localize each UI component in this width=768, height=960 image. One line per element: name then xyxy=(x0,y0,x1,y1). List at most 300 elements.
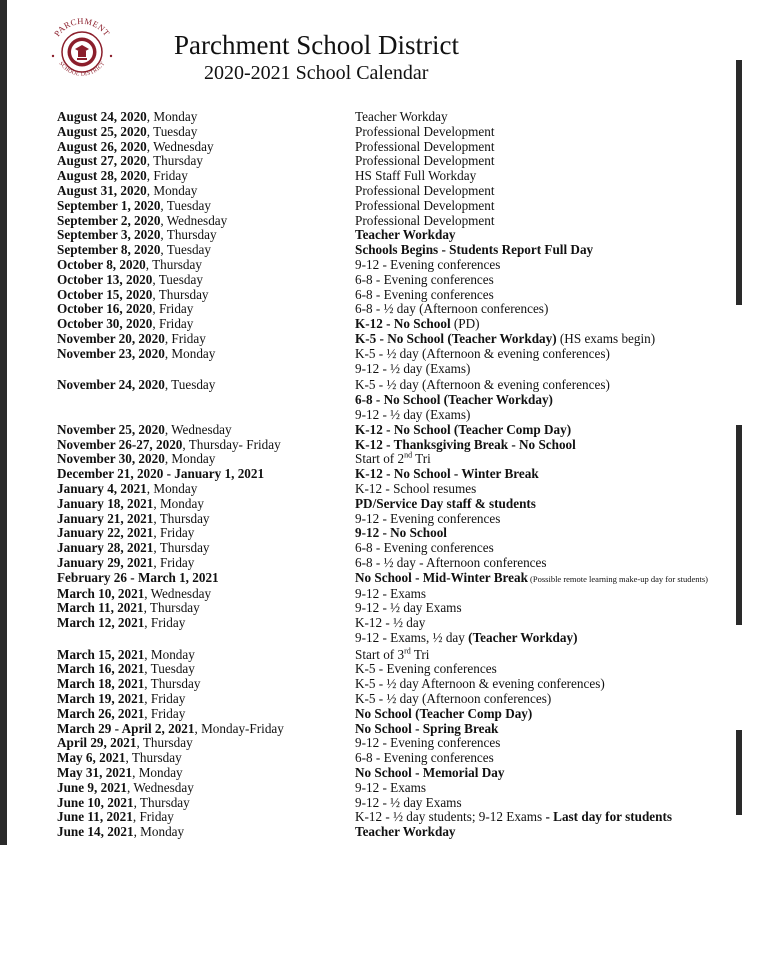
event-text: Tri xyxy=(410,646,430,662)
event-description xyxy=(355,199,747,214)
event-date-main: April 29, 2021 xyxy=(57,735,137,751)
event-date-main: December 21, 2020 - January 1, 2021 xyxy=(57,466,265,482)
event-weekday: , Thursday xyxy=(145,256,202,272)
event-date-main: March 26, 2021 xyxy=(57,705,145,721)
event-date xyxy=(57,169,355,184)
event-line xyxy=(355,662,747,677)
event-description xyxy=(355,707,747,722)
event-text: K-5 - ½ day Afternoon & evening conferences) xyxy=(355,676,605,692)
event-line xyxy=(355,512,747,527)
event-text: Teacher Workday xyxy=(355,227,456,243)
event-description xyxy=(355,556,747,571)
event-description xyxy=(355,169,747,184)
event-line xyxy=(355,228,747,243)
event-text: 9-12 - ½ day Exams xyxy=(355,600,462,616)
calendar-row xyxy=(57,110,747,125)
event-text: - Last day for students xyxy=(545,809,672,825)
event-description xyxy=(355,601,747,616)
event-text: 9-12 - ½ day Exams xyxy=(355,794,462,810)
event-date xyxy=(57,452,355,467)
event-weekday: , Friday xyxy=(152,316,194,332)
event-weekday: , Thursday- Friday xyxy=(182,436,281,452)
event-date-main: October 13, 2020 xyxy=(57,271,153,287)
event-date-main: August 25, 2020 xyxy=(57,123,147,139)
event-description xyxy=(355,228,747,243)
event-weekday: , Monday xyxy=(164,451,216,467)
calendar-row xyxy=(57,571,747,587)
calendar-row xyxy=(57,692,747,707)
event-date-main: June 10, 2021 xyxy=(57,794,134,810)
event-text: 6-8 - Evening conferences xyxy=(355,750,494,766)
calendar-row xyxy=(57,616,747,646)
event-weekday: , Monday xyxy=(146,109,198,124)
calendar-row xyxy=(57,781,747,796)
event-weekday: , Monday xyxy=(146,480,198,496)
event-date xyxy=(57,616,355,646)
event-weekday: , Tuesday xyxy=(160,242,211,258)
event-description xyxy=(355,243,747,258)
event-date xyxy=(57,692,355,707)
event-line xyxy=(355,273,747,288)
event-line xyxy=(355,258,747,273)
event-date-main: March 10, 2021 xyxy=(57,585,145,601)
event-line xyxy=(355,587,747,602)
event-line xyxy=(355,722,747,737)
event-date-main: May 31, 2021 xyxy=(57,765,133,781)
event-description xyxy=(355,751,747,766)
event-description xyxy=(355,273,747,288)
calendar-row xyxy=(57,199,747,214)
event-date xyxy=(57,438,355,453)
calendar-row xyxy=(57,347,747,377)
event-description xyxy=(355,512,747,527)
event-description xyxy=(355,796,747,811)
calendar-row xyxy=(57,154,747,169)
calendar-row xyxy=(57,243,747,258)
event-date-main: March 12, 2021 xyxy=(57,615,145,631)
event-date xyxy=(57,766,355,781)
event-date-main: January 18, 2021 xyxy=(57,495,154,511)
event-description xyxy=(355,110,747,125)
event-date-main: May 6, 2021 xyxy=(57,750,126,766)
page-subtitle: 2020-2021 School Calendar xyxy=(204,62,429,84)
event-date-main: March 19, 2021 xyxy=(57,691,145,707)
event-date-main: January 22, 2021 xyxy=(57,525,154,541)
event-date xyxy=(57,288,355,303)
event-weekday: , Friday xyxy=(132,809,174,825)
event-description xyxy=(355,332,747,347)
event-weekday: , Monday-Friday xyxy=(194,720,284,736)
event-description xyxy=(355,616,747,646)
event-line xyxy=(355,378,747,393)
event-text: Teacher Workday xyxy=(355,109,448,124)
event-description xyxy=(355,467,747,482)
event-date-main: February 26 - March 1, 2021 xyxy=(57,569,219,585)
event-date xyxy=(57,302,355,317)
event-line xyxy=(355,393,747,408)
event-date-main: October 30, 2020 xyxy=(57,316,153,332)
event-line xyxy=(355,810,747,825)
event-text: 6-8 - ½ day (Afternoon conferences) xyxy=(355,301,549,317)
event-text: K-5 - ½ day (Afternoon & evening conferences) xyxy=(355,377,610,393)
calendar-row xyxy=(57,214,747,229)
event-date-main: August 31, 2020 xyxy=(57,182,147,198)
calendar-row xyxy=(57,512,747,527)
event-text: 6-8 - No School (Teacher Workday) xyxy=(355,392,553,408)
event-weekday: , Tuesday xyxy=(164,377,216,393)
calendar-row xyxy=(57,796,747,811)
event-weekday: , Wednesday xyxy=(146,138,214,154)
calendar-row xyxy=(57,184,747,199)
event-text: Start of 3 xyxy=(355,646,405,662)
calendar-row xyxy=(57,258,747,273)
event-text: 9-12 - Exams, ½ day xyxy=(355,629,469,645)
event-text: nd xyxy=(404,450,413,460)
event-weekday: , Friday xyxy=(152,301,194,317)
event-date-main: August 24, 2020 xyxy=(57,109,147,124)
event-description xyxy=(355,810,747,825)
event-date-main: November 23, 2020 xyxy=(57,345,165,361)
event-line xyxy=(355,766,747,781)
event-line xyxy=(355,571,747,587)
calendar-row xyxy=(57,556,747,571)
event-text: Schools Begins - Students Report Full Day xyxy=(355,242,594,258)
event-line xyxy=(355,408,747,423)
event-text: 9-12 - Exams xyxy=(355,779,427,795)
event-date xyxy=(57,482,355,497)
event-date xyxy=(57,512,355,527)
event-line xyxy=(355,317,747,332)
event-date xyxy=(57,214,355,229)
event-description xyxy=(355,541,747,556)
event-date xyxy=(57,556,355,571)
event-text: 6-8 - Evening conferences xyxy=(355,286,494,302)
event-weekday: , Friday xyxy=(144,705,186,721)
event-weekday: , Thursday xyxy=(153,540,210,556)
event-line xyxy=(355,467,747,482)
event-date xyxy=(57,125,355,140)
event-weekday: , Thursday xyxy=(160,227,217,243)
event-line xyxy=(355,497,747,512)
event-line xyxy=(355,781,747,796)
event-weekday: , Tuesday xyxy=(144,661,195,677)
event-description xyxy=(355,781,747,796)
event-description xyxy=(355,722,747,737)
event-date xyxy=(57,423,355,438)
event-line xyxy=(355,825,747,840)
event-text: No School - Mid-Winter Break xyxy=(355,569,528,585)
event-text: 9-12 - ½ day (Exams) xyxy=(355,406,471,422)
event-date xyxy=(57,677,355,692)
event-line xyxy=(355,362,747,377)
event-text: K-12 - No School - Winter Break xyxy=(355,466,539,482)
event-text: Teacher Workday xyxy=(355,824,456,840)
event-text: 9-12 - Evening conferences xyxy=(355,735,501,751)
event-date-main: August 28, 2020 xyxy=(57,168,147,184)
event-text: No School (Teacher Comp Day) xyxy=(355,705,533,721)
event-date-main: November 24, 2020 xyxy=(57,377,165,393)
event-text: K-5 - ½ day (Afternoon & evening conferences) xyxy=(355,345,610,361)
event-weekday: , Monday xyxy=(153,495,204,511)
event-description xyxy=(355,302,747,317)
event-description xyxy=(355,378,747,422)
event-description xyxy=(355,825,747,840)
event-weekday: , Monday xyxy=(164,345,216,361)
event-description xyxy=(355,288,747,303)
event-date xyxy=(57,796,355,811)
calendar-row xyxy=(57,482,747,497)
event-text: Professional Development xyxy=(355,138,495,154)
event-line xyxy=(355,526,747,541)
event-date xyxy=(57,347,355,377)
event-weekday: , Tuesday xyxy=(152,271,203,287)
event-line xyxy=(355,423,747,438)
event-line xyxy=(355,332,747,347)
event-line xyxy=(355,199,747,214)
event-text: Professional Development xyxy=(355,123,495,139)
event-text: 6-8 - Evening conferences xyxy=(355,271,494,287)
event-line xyxy=(355,482,747,497)
event-weekday: , Monday xyxy=(132,765,183,781)
district-seal-logo xyxy=(44,12,120,88)
event-line xyxy=(355,692,747,707)
event-date-main: October 16, 2020 xyxy=(57,301,153,317)
event-weekday: , Thursday xyxy=(136,735,193,751)
calendar-row xyxy=(57,677,747,692)
event-line xyxy=(355,677,747,692)
event-weekday: , Tuesday xyxy=(146,123,198,139)
event-description xyxy=(355,184,747,199)
event-text: 9-12 - Exams xyxy=(355,585,427,601)
event-description xyxy=(355,571,747,587)
event-text: (Teacher Workday) xyxy=(468,629,578,645)
event-line xyxy=(355,556,747,571)
event-date-main: March 29 - April 2, 2021 xyxy=(57,720,195,736)
calendar-row xyxy=(57,467,747,482)
event-date xyxy=(57,751,355,766)
event-date xyxy=(57,199,355,214)
calendar-row xyxy=(57,736,747,751)
event-text: Professional Development xyxy=(355,153,495,169)
event-line xyxy=(355,184,747,199)
calendar-row xyxy=(57,587,747,602)
event-text: 9-12 - ½ day (Exams) xyxy=(355,360,471,376)
event-text: (HS exams begin) xyxy=(556,330,656,346)
event-date xyxy=(57,810,355,825)
event-text: 9-12 - Evening conferences xyxy=(355,256,501,272)
event-text: K-12 - Thanksgiving Break - No School xyxy=(355,436,576,452)
event-date-main: January 21, 2021 xyxy=(57,510,154,526)
event-text: K-5 - No School (Teacher Workday) xyxy=(355,330,557,346)
event-date xyxy=(57,332,355,347)
event-line xyxy=(355,243,747,258)
event-text: No School - Memorial Day xyxy=(355,765,505,781)
event-date-main: September 2, 2020 xyxy=(57,212,161,228)
event-weekday: , Friday xyxy=(164,330,206,346)
event-description xyxy=(355,692,747,707)
event-date xyxy=(57,258,355,273)
calendar-row xyxy=(57,378,747,422)
page-title: Parchment School District xyxy=(174,30,459,60)
event-date-main: October 15, 2020 xyxy=(57,286,153,302)
calendar-row xyxy=(57,707,747,722)
event-weekday: , Wednesday xyxy=(160,212,228,228)
event-date xyxy=(57,140,355,155)
event-line xyxy=(355,452,747,467)
calendar-row xyxy=(57,332,747,347)
event-weekday: , Tuesday xyxy=(160,197,211,213)
calendar-row xyxy=(57,125,747,140)
event-date xyxy=(57,587,355,602)
event-date xyxy=(57,601,355,616)
event-date xyxy=(57,317,355,332)
event-line xyxy=(355,601,747,616)
event-text: K-5 - Evening conferences xyxy=(355,661,497,677)
event-date-main: September 8, 2020 xyxy=(57,242,161,258)
event-line xyxy=(355,125,747,140)
event-weekday: , Thursday xyxy=(153,510,210,526)
event-date-main: November 20, 2020 xyxy=(57,330,165,346)
calendar-row xyxy=(57,662,747,677)
event-text: rd xyxy=(404,646,411,656)
event-description xyxy=(355,214,747,229)
event-description xyxy=(355,154,747,169)
logo-text-bottom: SCHOOL DISTRICT xyxy=(57,60,107,78)
event-text: Start of 2 xyxy=(355,451,405,467)
event-description xyxy=(355,766,747,781)
event-weekday: , Thursday xyxy=(152,286,209,302)
event-weekday: , Wednesday xyxy=(126,779,194,795)
event-text: 9-12 - Evening conferences xyxy=(355,510,501,526)
event-date-main: September 3, 2020 xyxy=(57,227,161,243)
event-text: Tri xyxy=(412,451,431,467)
event-text: (Possible remote learning make-up day for students) xyxy=(527,573,709,584)
event-text: No School - Spring Break xyxy=(355,720,499,736)
left-scan-border xyxy=(0,0,7,845)
event-description xyxy=(355,347,747,377)
event-date xyxy=(57,571,355,587)
event-weekday: , Thursday xyxy=(144,676,201,692)
calendar-row xyxy=(57,825,747,840)
event-date-main: January 29, 2021 xyxy=(57,554,154,570)
event-text: Professional Development xyxy=(355,197,495,213)
calendar-row xyxy=(57,302,747,317)
calendar-row xyxy=(57,601,747,616)
event-line xyxy=(355,302,747,317)
svg-text:PARCHMENT xyxy=(52,16,112,38)
event-description xyxy=(355,423,747,438)
event-text: HS Staff Full Workday xyxy=(355,168,477,184)
calendar-row xyxy=(57,497,747,512)
event-date xyxy=(57,467,355,482)
calendar-row xyxy=(57,751,747,766)
event-weekday: , Thursday xyxy=(133,794,190,810)
event-text: 9-12 - No School xyxy=(355,525,447,541)
event-date-main: November 25, 2020 xyxy=(57,421,165,437)
event-weekday: , Friday xyxy=(144,691,186,707)
event-line xyxy=(355,169,747,184)
calendar-row xyxy=(57,317,747,332)
event-text: (PD) xyxy=(450,316,480,332)
event-date xyxy=(57,648,355,663)
event-text: Professional Development xyxy=(355,182,495,198)
event-description xyxy=(355,677,747,692)
event-line xyxy=(355,140,747,155)
calendar-row xyxy=(57,228,747,243)
event-line xyxy=(355,214,747,229)
calendar-row xyxy=(57,452,747,467)
event-date-main: January 28, 2021 xyxy=(57,540,154,556)
event-weekday: , Thursday xyxy=(125,750,182,766)
event-date-main: August 26, 2020 xyxy=(57,138,147,154)
event-line xyxy=(355,736,747,751)
event-date xyxy=(57,736,355,751)
event-line xyxy=(355,154,747,169)
event-date xyxy=(57,110,355,125)
event-date xyxy=(57,662,355,677)
event-description xyxy=(355,125,747,140)
event-weekday: , Monday xyxy=(146,182,198,198)
event-date xyxy=(57,497,355,512)
event-text: K-5 - ½ day (Afternoon conferences) xyxy=(355,691,552,707)
calendar-row xyxy=(57,722,747,737)
event-text: Professional Development xyxy=(355,212,495,228)
event-date-main: November 26-27, 2020 xyxy=(57,436,183,452)
event-date xyxy=(57,378,355,422)
event-weekday: , Friday xyxy=(153,554,195,570)
logo-text-top: PARCHMENT xyxy=(51,15,113,39)
event-weekday: , Monday xyxy=(144,646,195,662)
calendar-row xyxy=(57,140,747,155)
event-description xyxy=(355,497,747,512)
event-date xyxy=(57,707,355,722)
event-line xyxy=(355,110,747,125)
event-date-main: September 1, 2020 xyxy=(57,197,161,213)
event-weekday: , Friday xyxy=(153,525,195,541)
event-line xyxy=(355,631,747,646)
event-date-main: March 18, 2021 xyxy=(57,676,145,692)
event-description xyxy=(355,452,747,467)
calendar-row xyxy=(57,273,747,288)
event-description xyxy=(355,140,747,155)
calendar-list xyxy=(57,110,747,840)
calendar-row xyxy=(57,766,747,781)
event-weekday: , Wednesday xyxy=(164,421,232,437)
event-description xyxy=(355,648,747,663)
event-weekday: , Friday xyxy=(146,168,188,184)
event-text: 6-8 - ½ day - Afternoon conferences xyxy=(355,554,547,570)
event-date xyxy=(57,154,355,169)
event-line xyxy=(355,541,747,556)
calendar-row xyxy=(57,541,747,556)
event-description xyxy=(355,258,747,273)
event-description xyxy=(355,736,747,751)
event-weekday: , Monday xyxy=(133,824,185,840)
event-date-main: March 15, 2021 xyxy=(57,646,145,662)
event-date-main: November 30, 2020 xyxy=(57,451,165,467)
event-line xyxy=(355,616,747,631)
event-text: K-12 - No School (Teacher Comp Day) xyxy=(355,421,572,437)
event-line xyxy=(355,796,747,811)
event-date xyxy=(57,228,355,243)
event-date-main: January 4, 2021 xyxy=(57,480,147,496)
event-line xyxy=(355,707,747,722)
calendar-row xyxy=(57,810,747,825)
calendar-row xyxy=(57,423,747,438)
event-date xyxy=(57,526,355,541)
event-text: K-12 - ½ day students; 9-12 Exams xyxy=(355,809,546,825)
event-date-main: August 27, 2020 xyxy=(57,153,147,169)
